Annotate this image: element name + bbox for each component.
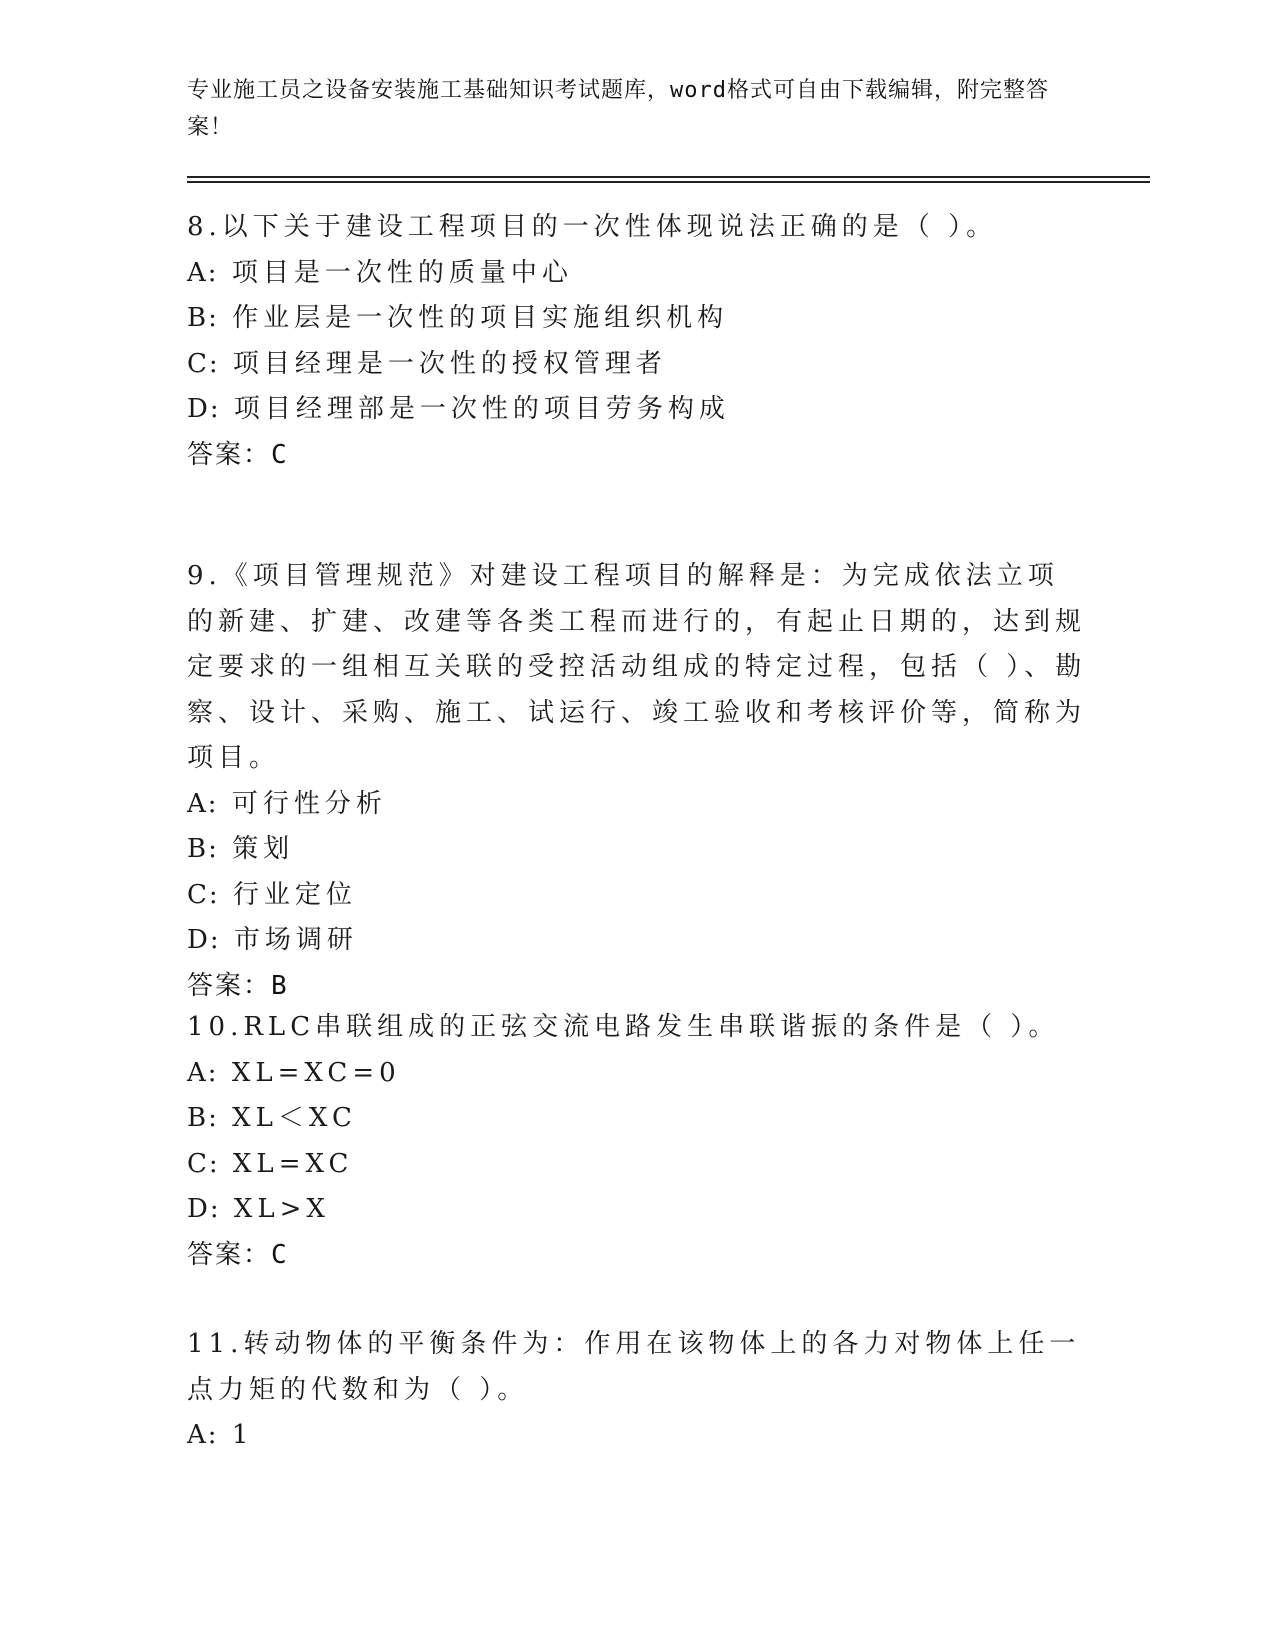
option-a (187, 782, 1087, 828)
option-letter: A: (187, 1057, 219, 1088)
option-letter: D: (187, 394, 221, 424)
option-c (187, 342, 1087, 388)
option-b (187, 296, 1087, 342)
option-text: 项目经理是一次性的授权管理者 (232, 348, 667, 379)
header-divider-bottom (187, 181, 1150, 183)
option-text: XL＜XC (232, 1103, 357, 1133)
option-text: 可行性分析 (231, 788, 387, 819)
option-letter: B: (187, 834, 219, 864)
option-letter: A: (187, 788, 219, 819)
document-header: 专业施工员之设备安装施工基础知识考试题库，word格式可自由下载编辑，附完整答案！ (187, 78, 1049, 140)
question-stem: 9.《项目管理规范》对建设工程项目的解释是：为完成依法立项的新建、扩建、改建等各类工程而进行的，有起止日期的，达到规定要求的一组相互关联的受控活动组成的特定过程，包括（ ）、勘察、设计、采购、施工、试运行、竣工验收和考核评价等，简称为项目。 (187, 561, 1087, 773)
option-text: 作业层是一次性的项目实施组织机构 (232, 303, 729, 333)
option-text: XL>X (233, 1194, 330, 1224)
question-stem: 8.以下关于建设工程项目的一次性体现说法正确的是（ ）。 (187, 212, 998, 242)
option-d (187, 387, 1087, 433)
option-letter: C: (187, 348, 220, 379)
option-b (187, 1096, 1087, 1142)
option-letter: A: (187, 257, 219, 288)
option-text: 1 (231, 1420, 254, 1450)
option-text: XL=XC=0 (231, 1057, 401, 1088)
option-b (187, 827, 1087, 873)
option-c (187, 1142, 1087, 1188)
option-letter: C: (187, 879, 220, 910)
option-a (187, 251, 1087, 297)
answer-line: 答案：C (187, 1239, 289, 1270)
option-text: 市场调研 (233, 925, 358, 955)
option-letter: B: (187, 303, 219, 333)
option-text: 项目是一次性的质量中心 (231, 257, 573, 288)
header-divider-top (187, 176, 1150, 178)
question-stem: 10.RLC串联组成的正弦交流电路发生串联谐振的条件是（ ）。 (187, 1012, 1060, 1042)
option-text: 行业定位 (232, 879, 357, 910)
option-text: XL=XC (232, 1148, 354, 1179)
option-text: 策划 (232, 834, 295, 864)
question-8 (187, 205, 1087, 478)
option-text: 项目经理部是一次性的项目劳务构成 (233, 394, 730, 424)
answer-line: 答案：C (187, 439, 289, 470)
option-letter: A: (187, 1420, 219, 1450)
question-stem: 11.转动物体的平衡条件为：作用在该物体上的各力对物体上任一点力矩的代数和为（ ）。 (187, 1329, 1081, 1405)
question-9 (187, 554, 1087, 1009)
option-letter: D: (187, 925, 221, 955)
option-a (187, 1413, 1087, 1459)
option-letter: C: (187, 1148, 220, 1179)
question-10 (187, 1005, 1087, 1278)
option-c (187, 873, 1087, 919)
option-letter: B: (187, 1103, 219, 1133)
option-d (187, 918, 1087, 964)
option-letter: D: (187, 1194, 221, 1224)
option-d (187, 1187, 1087, 1233)
answer-line: 答案：B (187, 970, 289, 1001)
question-11 (187, 1322, 1087, 1459)
option-a (187, 1051, 1087, 1097)
